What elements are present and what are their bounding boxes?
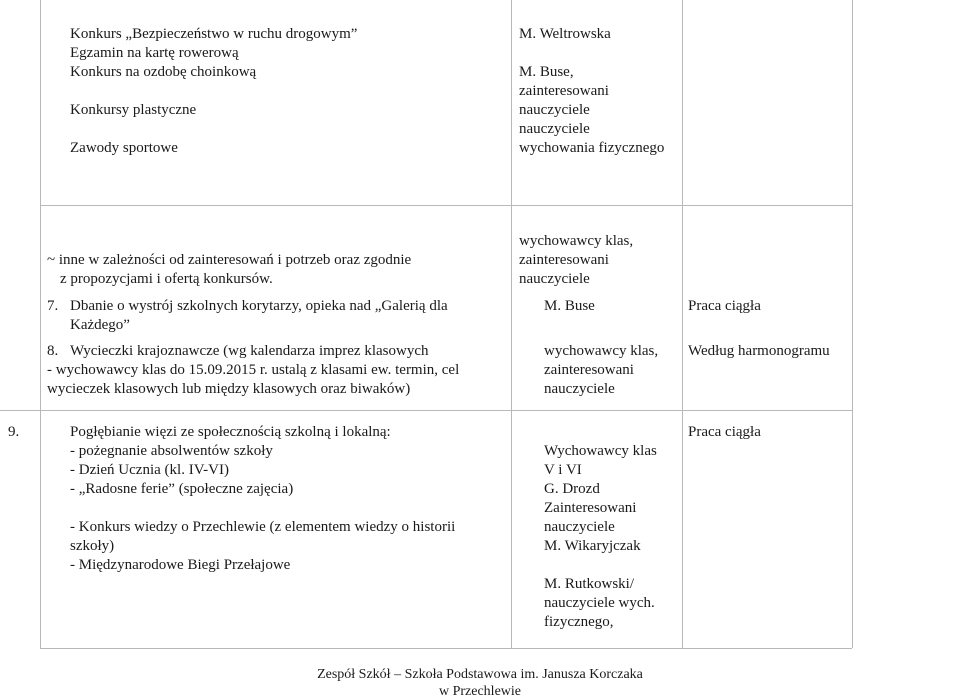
list-item: wychowania fizycznego [519, 140, 665, 156]
list-item: nauczyciele [519, 102, 590, 118]
row8-schedule: Według harmonogramu [688, 343, 830, 359]
list-item: Zawody sportowe [70, 140, 178, 156]
table-row-divider [40, 205, 852, 206]
row9-text: Pogłębianie więzi ze społecznością szkolną i lokalną: - pożegnanie absolwentów szkoły - Dzień Ucznia (kl. IV-VI) - „Radosne ferie” (społeczne zajęcia) - Konkurs wiedzy o Przechlewie (z elementem wiedzy o historii szkoły) - Międzynarodowe Biegi Przełajowe [70, 424, 456, 573]
table-border-col3 [852, 0, 853, 648]
other-competitions-responsible: wychowawcy klas, zainteresowani nauczyciele [519, 233, 634, 287]
footer-line: Zespół Szkół – Szkoła Podstawowa im. Janusza Korczaka [317, 667, 643, 682]
list-item: nauczyciele [519, 121, 590, 137]
list-item: Konkurs na ozdobę choinkową [70, 64, 257, 80]
table-border-left [40, 0, 41, 648]
list-item: zainteresowani [519, 83, 609, 99]
row-number: 9. [8, 424, 20, 440]
table-border-bottom [40, 648, 852, 649]
list-item: M. Buse, [519, 64, 574, 80]
row7-schedule: Praca ciągła [688, 298, 761, 314]
list-item: Egzamin na kartę rowerową [70, 45, 239, 61]
responsible-list [519, 25, 664, 158]
table-border-col2 [682, 0, 683, 648]
footer-line: w Przechlewie [438, 684, 522, 699]
list-item: M. Weltrowska [519, 26, 611, 42]
list-item: Konkursy plastyczne [70, 102, 197, 118]
row9-schedule: Praca ciągła [688, 424, 761, 440]
row-number: 8. [47, 343, 59, 359]
row7-text: Dbanie o wystrój szkolnych korytarzy, opieka nad „Galerią dla Każdego” [70, 298, 448, 333]
table-border-col1 [511, 0, 512, 648]
row8-text: Wycieczki krajoznawcze (wg kalendarza imprez klasowych - wychowawcy klas do 15.09.2015 r. ustalą z klasami ew. termin, cel wycieczek klasowych lub między klasowych oraz biwaków) [47, 343, 460, 397]
row9-responsible: Wychowawcy klas V i VI G. Drozd Zainteresowani nauczyciele M. Wikaryjczak M. Rutkowski/ nauczyciele wych. fizycznego, [544, 443, 657, 630]
row7-responsible: M. Buse [544, 298, 595, 314]
other-competitions-text: ~ inne w zależności od zainteresowań i potrzeb oraz zgodnie z propozycjami i ofertą konkursów. [47, 252, 412, 287]
row-number: 7. [47, 298, 59, 314]
list-item: Konkurs „Bezpieczeństwo w ruchu drogowym” [70, 26, 358, 42]
table-row-divider [0, 410, 852, 411]
row8-responsible: wychowawcy klas, zainteresowani nauczyciele [544, 343, 659, 397]
page-footer [0, 666, 960, 700]
events-list [70, 25, 357, 158]
